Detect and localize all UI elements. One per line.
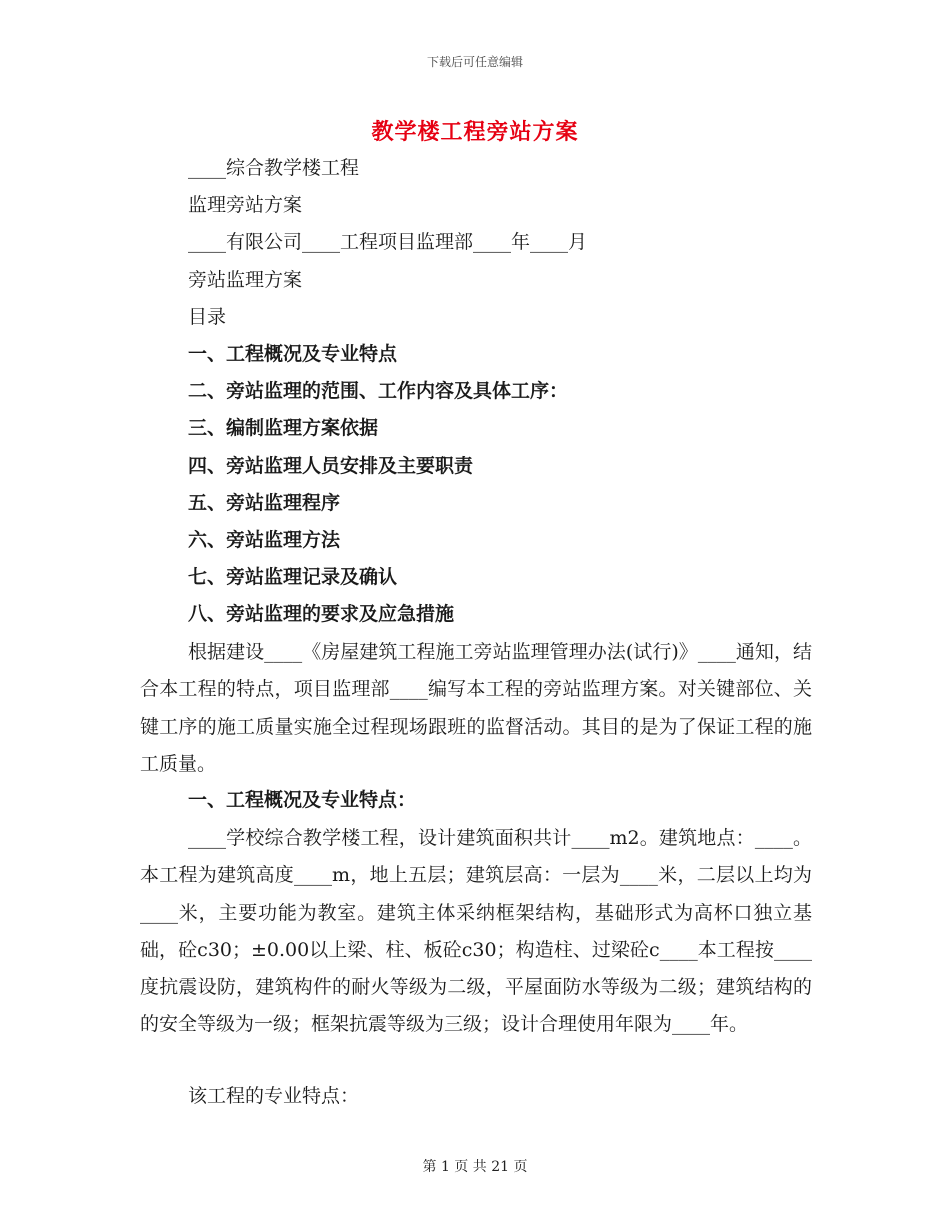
toc-item: 三、编制监理方案依据: [188, 417, 379, 439]
section1-heading: 一、工程概况及专业特点：: [188, 789, 417, 811]
toc-item: 五、旁站监理程序: [188, 492, 341, 514]
toc-item: 一、工程概况及专业特点: [188, 343, 398, 365]
cover-line-plan: 监理旁站方案: [188, 194, 303, 216]
toc-item: 八、旁站监理的要求及应急措施: [188, 603, 455, 625]
toc-item: 六、旁站监理方法: [188, 529, 341, 551]
intro-paragraph: 根据建设____《房屋建筑工程施工旁站监理管理办法(试行)》____通知，结合本工程的特点，项目监理部____编写本工程的旁站监理方案。对关键部位、关键工序的施工质量实施全过程现场跟班的监督活动。其目的是为了保证工程的施工质量。: [140, 641, 812, 775]
page-footer: 第 1 页 共 21 页: [422, 1159, 528, 1175]
cover-line-company: ____有限公司____工程项目监理部____年____月: [188, 231, 588, 253]
toc-heading: 目录: [188, 306, 227, 328]
toc-item: 七、旁站监理记录及确认: [188, 566, 398, 588]
document-title: 教学楼工程旁站方案: [371, 119, 579, 145]
specialty-line: 该工程的专业特点：: [188, 1085, 360, 1107]
cover-line-project: ____综合教学楼工程: [188, 157, 360, 179]
section1-paragraph: ____学校综合教学楼工程，设计建筑面积共计____m2。建筑地点：____。本工程为建筑高度____m，地上五层；建筑层高：一层为____米，二层以上均为____米，主要功能为教室。建筑主体采纳框架结构，基础形式为高杯口独立基础，砼c30；±0.00以上梁、柱、板砼c30；构造柱、过梁砼c____本工程按____度抗震设防，建筑构件的耐火等级为二级，平屋面防水等级为二级；建筑结构的的安全等级为一级；框架抗震等级为三级；设计合理使用年限为____年。: [140, 827, 812, 1036]
toc-item: 四、旁站监理人员安排及主要职责: [188, 455, 474, 477]
cover-line-subtitle: 旁站监理方案: [188, 269, 303, 291]
page-header-note: 下载后可任意编辑: [426, 55, 523, 69]
toc-item: 二、旁站监理的范围、工作内容及具体工序：: [188, 380, 569, 402]
